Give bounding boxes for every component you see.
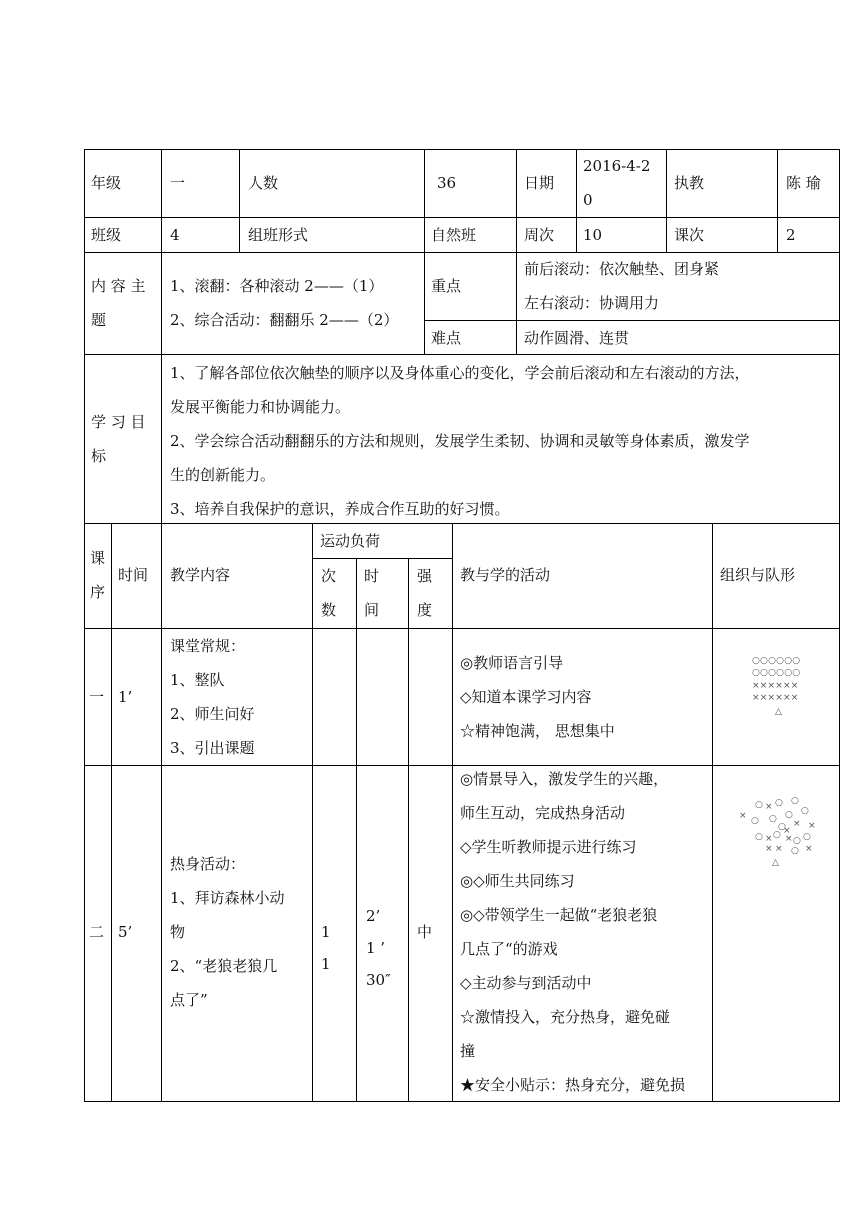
- student-circle-icon: ○: [785, 810, 793, 820]
- row2-activity-1: 师生互动，完成热身活动: [460, 804, 626, 822]
- teacher-triangle-icon: △: [775, 707, 783, 717]
- class-label: 班级: [91, 226, 122, 244]
- row2-content-3: 2、“老狼老狼几: [170, 957, 278, 975]
- lesson-label: 课次: [674, 226, 705, 244]
- rule-left: [84, 149, 85, 1102]
- col-load: 运动负荷: [320, 532, 381, 550]
- difficulty-label: 难点: [431, 329, 462, 347]
- student-circle-icon: ○: [775, 798, 783, 808]
- row1-content-3: 3、引出课题: [170, 739, 255, 757]
- rule-t7: [712, 523, 713, 1101]
- col-content: 教学内容: [170, 566, 231, 584]
- count-label: 人数: [248, 174, 279, 192]
- row2-times-0: 1: [321, 923, 331, 941]
- lesson-value: 2: [786, 226, 796, 244]
- col-organization: 组织与队形: [720, 566, 796, 584]
- difficulty-value: 动作圆滑、连贯: [524, 329, 630, 347]
- row2-activity-2: ◇学生听教师提示进行练习: [460, 838, 637, 856]
- rule-t2: [161, 523, 162, 1101]
- goal-line-2: 发展平衡能力和协调能力。: [170, 398, 351, 416]
- row2-content-1: 1、拜访森林小动: [170, 889, 285, 907]
- goal-line-5: 3、培养自我保护的意识，养成合作互助的好习惯。: [170, 500, 510, 518]
- formation-lines-diagram: [752, 656, 814, 726]
- teacher-triangle-icon: △: [772, 858, 779, 868]
- student-cross-icon: ×: [785, 834, 793, 844]
- rule-t3: [312, 523, 313, 1101]
- topic-label-line2: 题: [91, 311, 107, 329]
- student-circle-icon: ○: [769, 814, 777, 824]
- rule-h1: [161, 149, 162, 355]
- student-cross-icon: ×: [775, 844, 783, 854]
- goal-line-4: 生的创新能力。: [170, 466, 276, 484]
- row2-activity-5: 几点了“的游戏: [460, 940, 558, 958]
- rule-row3: [84, 252, 840, 253]
- row1-activity-2: ☆精神饱满， 思想集中: [460, 722, 615, 740]
- col-intensity-line1: 强: [417, 567, 433, 585]
- student-cross-icon: ×: [793, 819, 801, 829]
- row1-content-1: 1、整队: [170, 671, 225, 689]
- date-value-line1: 2016-4-2: [583, 157, 651, 175]
- row2-activity-4: ◎◇带领学生一起做“老狼老狼: [460, 906, 658, 924]
- rule-goals-label: [161, 354, 162, 524]
- goal-line-3: 2、学会综合活动翻翻乐的方法和规则，发展学生柔韧、协调和灵敏等身体素质，激发学: [170, 432, 750, 450]
- teacher-value: 陈 瑜: [786, 174, 821, 192]
- student-circle-icon: ○: [755, 800, 763, 810]
- student-circle-icon: ○: [773, 830, 781, 840]
- formation-row-1: ○○○○○○: [752, 656, 801, 666]
- rule-h6: [666, 149, 667, 253]
- rule-top: [84, 149, 840, 150]
- row1-seq: 一: [89, 688, 105, 706]
- student-circle-icon: ○: [778, 822, 786, 832]
- row1-activity-0: ◎教师语言引导: [460, 654, 564, 672]
- row2-duration-0: 2’: [366, 907, 381, 925]
- formation-row-4: ××××××: [752, 693, 799, 703]
- topic-item-1: 1、滚翻：各种滚动 2——（1）: [170, 277, 384, 295]
- col-activity: 教与学的活动: [460, 566, 551, 584]
- student-circle-icon: ○: [793, 836, 801, 846]
- student-circle-icon: ○: [801, 806, 809, 816]
- formation-scatter-diagram: [736, 794, 816, 870]
- rule-h3: [424, 149, 425, 355]
- student-cross-icon: ×: [808, 821, 816, 831]
- student-cross-icon: ×: [739, 811, 747, 821]
- row2-activity-8: 撞: [460, 1042, 476, 1060]
- topic-item-2: 2、综合活动：翻翻乐 2——（2）: [170, 311, 399, 329]
- formation-row-2: ○○○○○○: [752, 668, 801, 678]
- rule-h5: [576, 149, 577, 253]
- goals-label-line2: 标: [91, 447, 107, 465]
- goals-label-line1: 学 习 目: [91, 413, 146, 431]
- date-label: 日期: [524, 174, 555, 192]
- student-circle-icon: ○: [791, 796, 799, 806]
- key-point-line2: 左右滚动：协调用力: [524, 294, 660, 312]
- row2-duration-1: 1 ’: [366, 939, 386, 957]
- row2-intensity: 中: [417, 923, 433, 941]
- rule-t4: [356, 558, 357, 1101]
- student-cross-icon: ×: [805, 844, 813, 854]
- count-value: 36: [437, 174, 457, 192]
- student-circle-icon: ○: [755, 832, 763, 842]
- class-value: 4: [170, 226, 180, 244]
- row2-activity-7: ☆激情投入，充分热身，避免碰: [460, 1008, 671, 1026]
- row2-content-2: 物: [170, 923, 186, 941]
- rule-goals: [84, 354, 840, 355]
- col-times-line1: 次: [321, 567, 337, 585]
- grade-value: 一: [170, 174, 186, 192]
- student-circle-icon: ○: [791, 846, 799, 856]
- rule-t5: [408, 558, 409, 1101]
- student-cross-icon: ×: [783, 826, 791, 836]
- week-label: 周次: [524, 226, 555, 244]
- student-cross-icon: ×: [765, 802, 773, 812]
- rule-h7: [777, 149, 778, 253]
- formation-row-3: ××××××: [752, 681, 799, 691]
- row2-activity-6: ◇主动参与到活动中: [460, 974, 592, 992]
- row1-activity-1: ◇知道本课学习内容: [460, 688, 592, 706]
- col-seq-line2: 序: [90, 583, 106, 601]
- row1-content-0: 课堂常规：: [170, 637, 246, 655]
- rule-t6: [452, 523, 453, 1101]
- row2-duration-2: 30″: [366, 971, 391, 989]
- rule-right: [839, 149, 840, 1102]
- teacher-label: 执教: [674, 174, 705, 192]
- col-duration-line1: 时: [364, 567, 380, 585]
- row1-content-2: 2、师生问好: [170, 705, 255, 723]
- student-cross-icon: ×: [765, 844, 773, 854]
- col-time: 时间: [118, 566, 149, 584]
- student-cross-icon: ×: [765, 834, 773, 844]
- row2-seq: 二: [89, 923, 105, 941]
- col-intensity-line2: 度: [417, 601, 433, 619]
- form-value: 自然班: [431, 226, 477, 244]
- date-value-line2: 0: [583, 191, 593, 209]
- row1-time: 1’: [118, 688, 133, 706]
- goal-line-1: 1、了解各部位依次触垫的顺序以及身体重心的变化，学会前后滚动和左右滚动的方法，: [170, 364, 750, 382]
- grade-label: 年级: [91, 174, 122, 192]
- key-point-line1: 前后滚动：依次触垫、团身紧: [524, 260, 720, 278]
- student-circle-icon: ○: [751, 816, 759, 826]
- topic-label-line1: 内 容 主: [91, 277, 146, 295]
- rule-h2: [239, 149, 240, 253]
- row2-activity-9: ★安全小贴示：热身充分，避免损: [460, 1076, 686, 1094]
- row2-content-4: 点了”: [170, 991, 208, 1009]
- rule-t1: [111, 523, 112, 1101]
- rule-h4: [516, 149, 517, 355]
- row2-content-0: 热身活动：: [170, 855, 246, 873]
- rule-topic-mid: [424, 320, 840, 321]
- form-label: 组班形式: [248, 226, 309, 244]
- row2-activity-3: ◎◇师生共同练习: [460, 872, 575, 890]
- week-value: 10: [583, 226, 603, 244]
- row2-time: 5’: [118, 923, 133, 941]
- col-times-line2: 数: [321, 601, 337, 619]
- student-circle-icon: ○: [803, 832, 811, 842]
- col-duration-line2: 间: [364, 601, 380, 619]
- col-seq-line1: 课: [90, 549, 106, 567]
- key-point-label: 重点: [431, 277, 462, 295]
- row2-times-1: 1: [321, 955, 331, 973]
- row2-activity-0: ◎情景导入，激发学生的兴趣，: [460, 770, 669, 788]
